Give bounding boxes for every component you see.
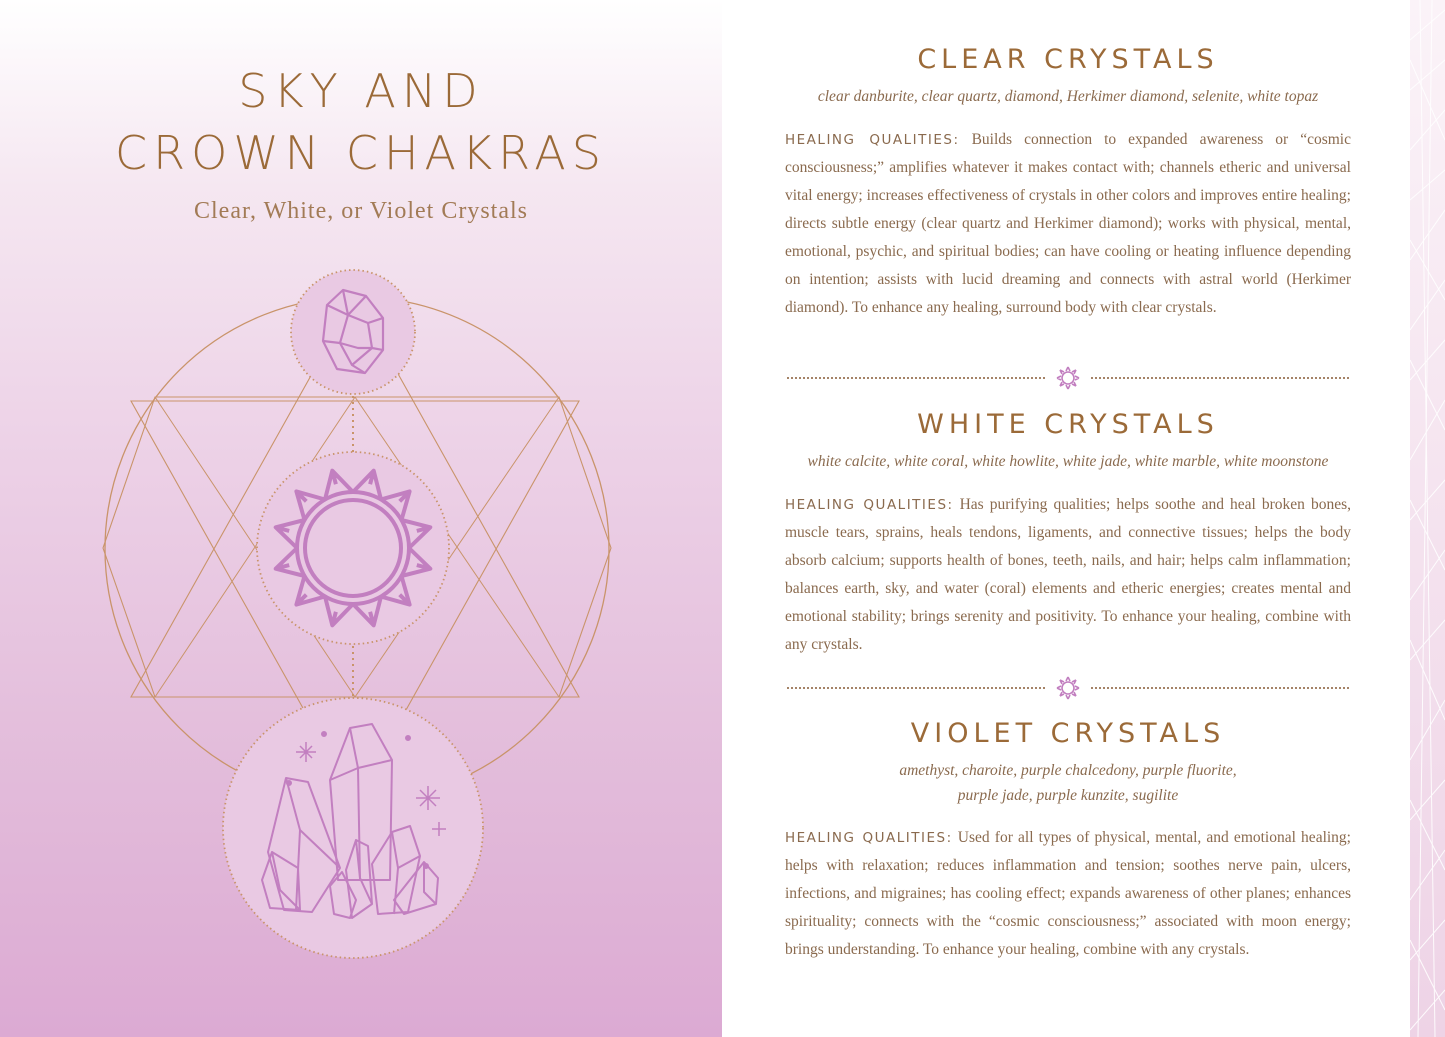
section-title-clear: CLEAR CRYSTALS (917, 44, 1219, 75)
chapter-title-line1: SKY AND (238, 64, 484, 118)
healing-text-white (785, 491, 1351, 659)
section-divider (785, 366, 1351, 390)
page-edge-pattern (1410, 0, 1445, 1037)
examples-white: white calcite, white coral, white howlite, white jade, white marble, white moonstone (807, 453, 1329, 470)
healing-description: Has purifying qualities; helps soothe and heal broken bones, muscle tears, sprains, heals tendons, ligaments, and connective tissues; helps the body absorb calcium; supports health of bones, teeth, nails, and hair; helps calm inflammation; balances earth, sky, and water (coral) elements and etheric energies; creates mental and emotional stability; brings serenity and positivity. To enhance your healing, combine with any crystals. (785, 496, 1352, 653)
examples-violet-line2: purple jade, purple kunzite, sugilite (957, 787, 1179, 804)
healing-label: HEALING QUALITIES: (785, 497, 954, 513)
section-divider (785, 676, 1351, 700)
healing-text-violet (785, 824, 1351, 964)
left-page (0, 0, 722, 1037)
sacred-geometry-illustration (0, 0, 722, 1037)
geometric-line-pattern (1410, 0, 1445, 1037)
chapter-subtitle: Clear, White, or Violet Crystals (194, 198, 528, 224)
right-page (722, 0, 1410, 1037)
chapter-title-line2: CROWN CHAKRAS (115, 126, 607, 180)
healing-description: Builds connection to expanded awareness or “cosmic consciousness;” amplifies whatever it makes contact with; channels etheric and universal vital energy; increases effectiveness of crystals in other colors and improves entire healing; directs subtle energy (clear quartz and Herkimer diamond); works with physical, mental, emotional, psychic, and spiritual bodies; can have cooling or heating influence depending on intention; assists with lucid dreaming and connects with astral world (Herkimer diamond). To enhance any healing, surround body with clear crystals. (785, 131, 1351, 316)
healing-text-clear (785, 126, 1351, 322)
examples-clear: clear danburite, clear quartz, diamond, Herkimer diamond, selenite, white topaz (817, 88, 1319, 105)
healing-description: Used for all types of physical, mental, and emotional healing; helps with relaxation; reduces inflammation and tension; soothes nerve pain, ulcers, infections, and migraines; has cooling effect; expands awareness of other planes; enhances spirituality; connects with the “cosmic consciousness;” associated with moon energy; brings understanding. To enhance your healing, combine with any crystals. (785, 829, 1351, 958)
section-title-violet: VIOLET CRYSTALS (910, 718, 1226, 749)
lotus-divider-icon (1056, 366, 1080, 390)
examples-violet-line1: amethyst, charoite, purple chalcedony, purple fluorite, (899, 762, 1237, 779)
lotus-divider-icon (1056, 676, 1080, 700)
healing-label: HEALING QUALITIES: (785, 830, 953, 846)
section-title-white: WHITE CRYSTALS (917, 409, 1219, 440)
healing-label: HEALING QUALITIES: (785, 132, 960, 148)
